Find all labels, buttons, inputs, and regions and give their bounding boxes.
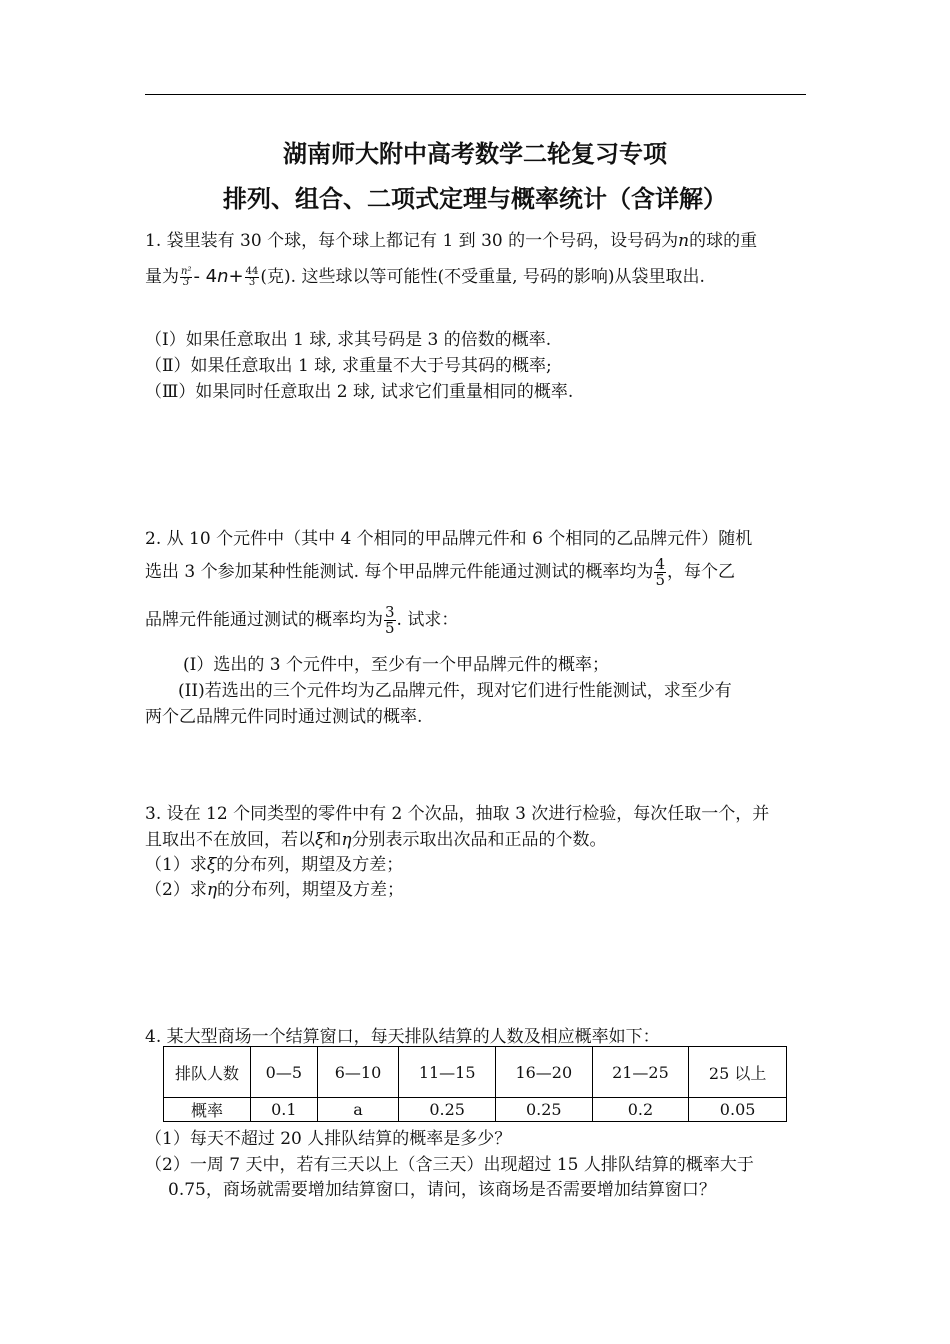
q1-fraction-n2-over-3 (180, 267, 192, 288)
table-cell: 0.2 (592, 1098, 689, 1122)
queue-probability-table (163, 1046, 787, 1122)
q2-part2-line2: 两个乙品牌元件同时通过测试的概率. (145, 707, 423, 727)
q3-part1 (145, 850, 403, 875)
q3-line2 (145, 825, 607, 850)
q4-part2-line1: （2）一周 7 天中，若有三天以上（含三天）出现超过 15 人排队结算的概率大于 (145, 1155, 754, 1175)
document-title: 湖南师大附中高考数学二轮复习专项 (283, 140, 667, 168)
fraction-denominator: 3 (248, 277, 256, 288)
fraction-numerator: 44 (245, 266, 259, 277)
document-subtitle: 排列、组合、二项式定理与概率统计（含详解） (223, 185, 727, 213)
q4-line1: 4. 某大型商场一个结算窗口，每天排队结算的人数及相应概率如下： (145, 1027, 660, 1047)
q3-line2-tail: 分别表示取出次品和正品的个数。 (351, 830, 607, 850)
table-row (164, 1098, 787, 1122)
q2-line1: 2. 从 10 个元件中（其中 4 个相同的甲品牌元件和 6 个相同的乙品牌元件）随机 (145, 529, 753, 549)
q2-part1: (I）选出的 3 个元件中，至少有一个甲品牌元件的概率； (183, 655, 609, 675)
fraction-numerator: 4 (655, 555, 665, 573)
var-n: n (217, 266, 229, 287)
fraction-denominator: 3 (183, 277, 190, 288)
q3-part2-text: （2）求 (145, 880, 207, 900)
q3-line2-text: 且取出不在放回，若以 (145, 830, 315, 850)
q2-fraction-4-over-5 (654, 557, 666, 588)
q3-part1-tail: 的分布列，期望及方差； (216, 855, 404, 875)
table-cell: 0.25 (399, 1098, 496, 1122)
q3-part2-tail: 的分布列，期望及方差； (217, 880, 405, 900)
q3-part2 (145, 875, 404, 900)
q3-line1: 3. 设在 12 个同类型的零件中有 2 个次品，抽取 3 次进行检验，每次任取一个，并 (145, 804, 770, 824)
q2-line2-tail: ，每个乙 (666, 562, 735, 582)
var-xi: ξ (315, 830, 325, 850)
table-cell: 11—15 (399, 1047, 496, 1098)
table-cell: 0.05 (689, 1098, 787, 1122)
q2-part2-line1: (II)若选出的三个元件均为乙品牌元件，现对它们进行性能测试，求至少有 (178, 681, 732, 701)
q2-line3-text: 品牌元件能通过测试的概率均为 (145, 610, 383, 630)
table-cell: a (317, 1098, 399, 1122)
table-cell: 排队人数 (164, 1047, 251, 1098)
q1-line1-text: 1. 袋里装有 30 个球，每个球上都记有 1 到 30 的一个号码，设号码为 (145, 231, 679, 251)
q1-part2: （Ⅱ）如果任意取出 1 球, 求重量不大于号其码的概率; (145, 356, 552, 376)
table-cell: 16—20 (495, 1047, 592, 1098)
q4-part1: （1）每天不超过 20 人排队结算的概率是多少？ (145, 1129, 512, 1149)
q2-line3-tail: . 试求： (396, 610, 459, 630)
q1-part1: （Ⅰ）如果任意取出 1 球, 求其号码是 3 的倍数的概率. (145, 330, 552, 350)
table-cell: 0—5 (251, 1047, 318, 1098)
var-xi: ξ (206, 855, 217, 875)
q1-line2 (145, 262, 705, 288)
q3-line2-and: 和 (324, 830, 342, 850)
var-eta: η (206, 880, 218, 900)
q1-plus-sign: + (228, 266, 244, 287)
table-cell: 0.1 (251, 1098, 318, 1122)
table-cell: 概率 (164, 1098, 251, 1122)
q1-line2-tail: (克). 这些球以等可能性(不受重量, 号码的影响)从袋里取出. (260, 267, 705, 287)
q1-line1-tail: 的球的重 (689, 231, 758, 251)
q1-part3: （Ⅲ）如果同时任意取出 2 球, 试求它们重量相同的概率. (145, 382, 574, 402)
fraction-denominator: 5 (655, 571, 665, 589)
fraction-numerator: 3 (385, 603, 395, 621)
q1-minus-term: - 4 (193, 266, 218, 287)
var-n: n (678, 231, 690, 251)
q3-part1-text: （1）求 (145, 855, 207, 875)
table-cell: 0.25 (495, 1098, 592, 1122)
table-row (164, 1047, 787, 1098)
q2-line2 (145, 557, 735, 588)
table-cell: 21—25 (592, 1047, 689, 1098)
fraction-numerator: n² (181, 266, 192, 277)
q2-fraction-3-over-5 (384, 605, 396, 636)
var-eta: η (341, 830, 352, 850)
q1-line1 (145, 226, 757, 251)
q2-line3 (145, 605, 458, 636)
q4-part2-line2: 0.75，商场就需要增加结算窗口，请问，该商场是否需要增加结算窗口？ (168, 1180, 716, 1200)
q2-line2-text: 选出 3 个参加某种性能测试. 每个甲品牌元件能通过测试的概率均为 (145, 562, 654, 582)
table-cell: 6—10 (317, 1047, 399, 1098)
q1-line2-text: 量为 (145, 267, 179, 287)
q1-fraction-44-over-3 (245, 267, 260, 288)
header-rule (145, 94, 806, 95)
fraction-denominator: 5 (385, 619, 395, 637)
table-cell: 25 以上 (689, 1047, 787, 1098)
